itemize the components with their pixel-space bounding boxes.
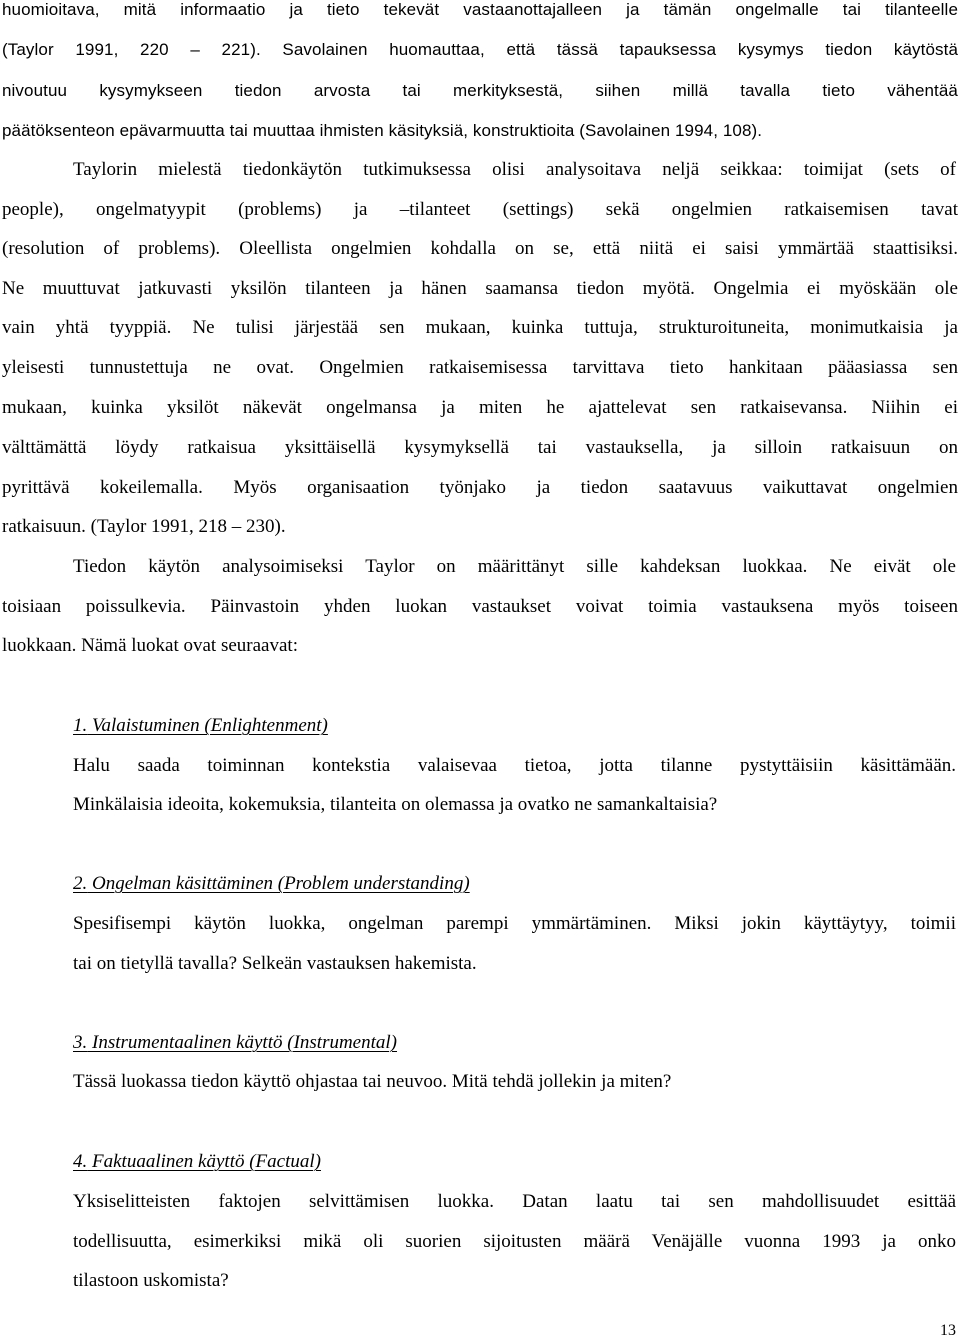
paragraph-2-line: ratkaisuun. (Taylor 1991, 218 – 230).	[2, 516, 286, 537]
class-title: Instrumentaalinen käyttö (Instrumental)	[92, 1032, 398, 1053]
class-heading	[73, 1151, 321, 1173]
paragraph-2-line: Ne muuttuvat jatkuvasti yksilön tilanteen ja hänen saamansa tiedon myötä. Ongelmia ei myöskään ole	[2, 278, 958, 299]
paragraph-1-line: nivoutuu kysymykseen tiedon arvosta tai merkityksestä, siihen millä tavalla tieto vähentää	[2, 81, 958, 100]
paragraph-2-line: Taylorin mielestä tiedonkäytön tutkimuksessa olisi analysoitava neljä seikkaa: toimijat (sets of	[73, 159, 956, 180]
paragraph-2-line: pyrittävä kokeilemalla. Myös organisaation työnjako ja tiedon saatavuus vaikuttavat ongelmien	[2, 477, 958, 498]
class-description-line: Tässä luokassa tiedon käyttö ohjastaa tai neuvoo. Mitä tehdä jollekin ja miten?	[73, 1071, 672, 1092]
class-number: 1.	[73, 715, 88, 736]
class-description-line: todellisuutta, esimerkiksi mikä oli suorien sijoitusten määrä Venäjälle vuonna 1993 ja onko	[73, 1231, 956, 1252]
class-description-line: tilastoon uskomista?	[73, 1270, 229, 1291]
class-number: 2.	[73, 873, 88, 894]
paragraph-2-line: mukaan, kuinka yksilöt näkevät ongelmansa ja miten he ajattelevat sen ratkaisevansa. Niihin ei	[2, 397, 958, 418]
class-number: 3.	[73, 1032, 88, 1053]
class-description-line: tai on tietyllä tavalla? Selkeän vastauksen hakemista.	[73, 953, 477, 974]
paragraph-2-line: people), ongelmatyypit (problems) ja –tilanteet (settings) sekä ongelmien ratkaisemisen tavat	[2, 199, 958, 220]
class-title: Ongelman käsittäminen (Problem understanding)	[92, 873, 470, 894]
paragraph-1-line: päätöksenteon epävarmuutta tai muuttaa ihmisten käsityksiä, konstruktioita (Savolainen 1994, 108).	[2, 121, 763, 140]
paragraph-2-line: (resolution of problems). Oleellista ongelmien kohdalla on se, että niitä ei saisi ymmärtää staattisiksi.	[2, 238, 958, 259]
class-title: Valaistuminen (Enlightenment)	[92, 715, 328, 736]
class-title: Faktuaalinen käyttö (Factual)	[92, 1151, 321, 1172]
paragraph-2-line: välttämättä löydy ratkaisua yksittäisellä kysymyksellä tai vastauksella, ja silloin ratkaisuun on	[2, 437, 958, 458]
class-description-line: Minkälaisia ideoita, kokemuksia, tilanteita on olemassa ja ovatko ne samankaltaisia?	[73, 794, 718, 815]
class-heading	[73, 1032, 397, 1054]
class-heading	[73, 873, 470, 895]
paragraph-1-line: huomioitava, mitä informaatio ja tieto tekevät vastaanottajalleen ja tämän ongelmalle tai tilanteelle	[2, 0, 958, 19]
paragraph-2-line: vain yhtä tyyppiä. Ne tulisi järjestää sen mukaan, kuinka tuttuja, strukturoituneita, monimutkaisia ja	[2, 317, 958, 338]
class-number: 4.	[73, 1151, 88, 1172]
paragraph-1-line: (Taylor 1991, 220 – 221). Savolainen huomauttaa, että tässä tapauksessa kysymys tiedon käytöstä	[2, 40, 958, 59]
class-description-line: Spesifisempi käytön luokka, ongelman parempi ymmärtäminen. Miksi jokin käyttäytyy, toimii	[73, 913, 956, 934]
paragraph-3-line: luokkaan. Nämä luokat ovat seuraavat:	[2, 635, 298, 656]
paragraph-3-line: toisiaan poissulkevia. Päinvastoin yhden luokan vastaukset voivat toimia vastauksena myös toiseen	[2, 596, 958, 617]
class-description-line: Halu saada toiminnan kontekstia valaisevaa tietoa, jotta tilanne pystyttäisiin käsittämään.	[73, 755, 956, 776]
class-heading	[73, 715, 328, 737]
page-number: 13	[940, 1322, 956, 1339]
class-description-line: Yksiselitteisten faktojen selvittämisen luokka. Datan laatu tai sen mahdollisuudet esittää	[73, 1191, 956, 1212]
paragraph-3-line: Tiedon käytön analysoimiseksi Taylor on määrittänyt sille kahdeksan luokkaa. Ne eivät ole	[73, 556, 956, 577]
paragraph-2-line: yleisesti tunnustettuja ne ovat. Ongelmien ratkaisemisessa tarvittava tieto hankitaan pääasiassa sen	[2, 357, 958, 378]
